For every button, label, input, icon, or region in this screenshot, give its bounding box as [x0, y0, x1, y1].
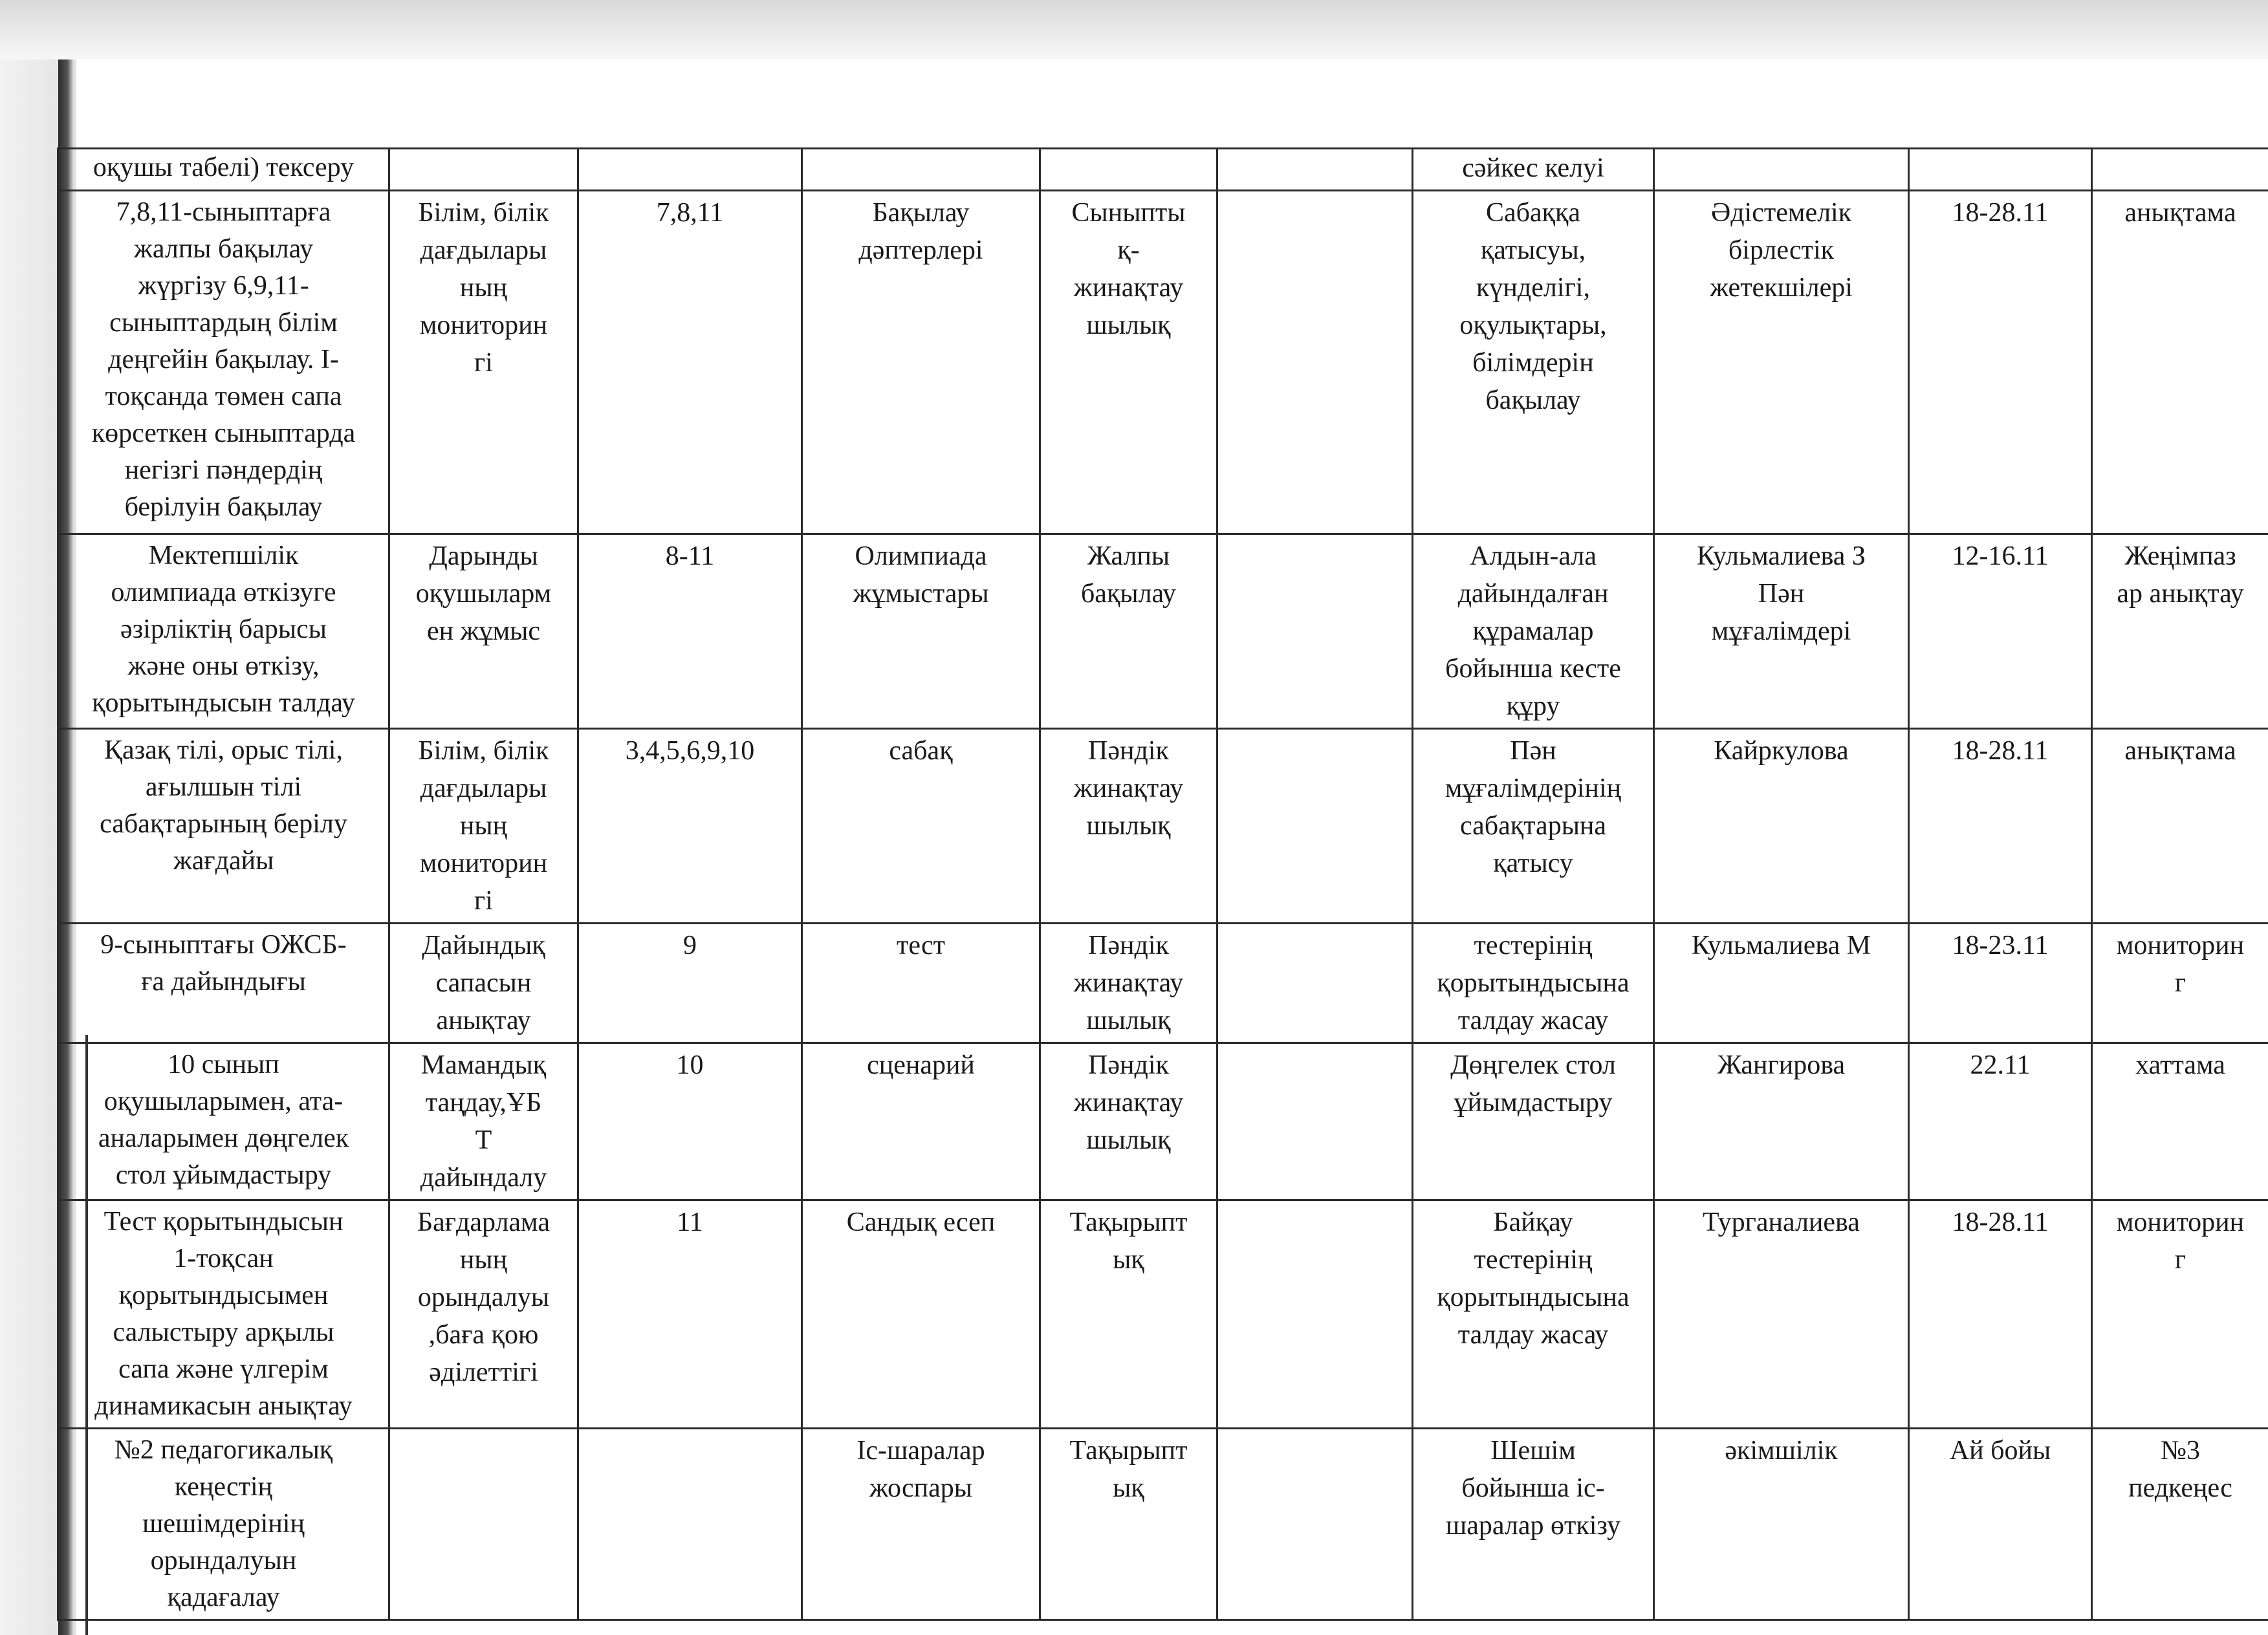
cell-control-type: Сыныпты қ- жинақтау шылық [1040, 191, 1217, 534]
cell-topic: 10 сынып оқушыларымен, ата- аналарымен дөңгелек стол ұйымдастыру [58, 1043, 389, 1200]
cell-blank [1217, 1429, 1413, 1620]
scanner-shadow-top [0, 0, 2268, 60]
cell-classes: 8-11 [578, 534, 802, 729]
cell-result: анықтама [2092, 729, 2268, 924]
cell-result: анықтама [2092, 191, 2268, 534]
cell-topic: оқушы табелі) тексеру [58, 149, 389, 191]
cell-method: тестерінің қорытындысына талдау жасау [1413, 924, 1654, 1043]
cell-topic: №2 педагогикалық кеңестің шешімдерінің орындалуын қадағалау [58, 1429, 389, 1620]
cell-object: сабақ [802, 729, 1040, 924]
cell-method: Байқау тестерінің қорытындысына талдау жасау [1413, 1200, 1654, 1429]
cell-dates: 18-28.11 [1909, 191, 2092, 534]
cell-topic: 9-сыныптағы ОЖСБ- ға дайындығы [58, 924, 389, 1043]
cell-purpose: Білім, білік дағдылары ның мониторин гі [389, 191, 578, 534]
cell-object: Іс-шаралар жоспары [802, 1429, 1040, 1620]
cell-dates: 18-23.11 [1909, 924, 2092, 1043]
cell-purpose [389, 149, 578, 191]
cell-blank [1217, 534, 1413, 729]
table-row [58, 1200, 2268, 1429]
cell-control-type: Пәндік жинақтау шылық [1040, 729, 1217, 924]
cell-purpose: Білім, білік дағдылары ның мониторин гі [389, 729, 578, 924]
cell-purpose: Дарынды оқушыларм ен жұмыс [389, 534, 578, 729]
cell-responsible: Әдістемелік бірлестік жетекшілері [1654, 191, 1909, 534]
cell-responsible: әкімшілік [1654, 1429, 1909, 1620]
cell-method: Сабаққа қатысуы, күнделігі, оқулықтары, білімдерін бақылау [1413, 191, 1654, 534]
cell-classes: 7,8,11 [578, 191, 802, 534]
table-row [58, 1043, 2268, 1200]
cell-classes [578, 1429, 802, 1620]
cell-result: мониторин г [2092, 1200, 2268, 1429]
cell-control-type: Жалпы бақылау [1040, 534, 1217, 729]
cell-dates: 18-28.11 [1909, 1200, 2092, 1429]
table-row [58, 191, 2268, 534]
cell-control-type: Пәндік жинақтау шылық [1040, 1043, 1217, 1200]
cell-method: Дөңгелек стол ұйымдастыру [1413, 1043, 1654, 1200]
cell-object: тест [802, 924, 1040, 1043]
cell-classes: 10 [578, 1043, 802, 1200]
cell-topic: 7,8,11-сыныптарға жалпы бақылау жүргізу 6,9,11- сыныптардың білім деңгейін бақылау. І- тоқсанда төмен сапа көрсеткен сыныптарда негізгі пәндердің берілуін бақылау [58, 191, 389, 534]
cell-responsible: Турганалиева [1654, 1200, 1909, 1429]
table-row [58, 149, 2268, 191]
cell-control-type: Тақырыпт ық [1040, 1429, 1217, 1620]
cell-blank [1217, 1200, 1413, 1429]
cell-responsible: Кульмалиева З Пән мұғалімдері [1654, 534, 1909, 729]
cell-responsible: Кайркулова [1654, 729, 1909, 924]
cell-blank [1217, 191, 1413, 534]
cell-object: сценарий [802, 1043, 1040, 1200]
cell-classes: 9 [578, 924, 802, 1043]
cell-classes: 3,4,5,6,9,10 [578, 729, 802, 924]
table-row [58, 534, 2268, 729]
cell-result: мониторин г [2092, 924, 2268, 1043]
cell-result: Жеңімпаз ар анықтау [2092, 534, 2268, 729]
cell-object: Бақылау дәптерлері [802, 191, 1040, 534]
cell-method: Алдын-ала дайындалған құрамалар бойынша кесте құру [1413, 534, 1654, 729]
cell-classes: 11 [578, 1200, 802, 1429]
cell-purpose: Бағдарлама ның орындалуы ,баға қою әділеттігі [389, 1200, 578, 1429]
cell-dates: Ай бойы [1909, 1429, 2092, 1620]
cell-topic: Қазақ тілі, орыс тілі, ағылшын тілі сабақтарының берілу жағдайы [58, 729, 389, 924]
cell-object: Олимпиада жұмыстары [802, 534, 1040, 729]
cell-blank [1217, 924, 1413, 1043]
cell-control-type: Пәндік жинақтау шылық [1040, 924, 1217, 1043]
table-row [58, 1429, 2268, 1620]
cell-topic: Тест қорытындысын 1-тоқсан қорытындысымен салыстыру арқылы сапа және үлгерім динамикасын анықтау [58, 1200, 389, 1429]
control-plan-table [57, 147, 2268, 1621]
cell-blank [1217, 729, 1413, 924]
cell-blank [1217, 1043, 1413, 1200]
cell-object [802, 149, 1040, 191]
cell-result [2092, 149, 2268, 191]
cell-purpose [389, 1429, 578, 1620]
cell-method: сәйкес келуі [1413, 149, 1654, 191]
cell-purpose: Дайындық сапасын анықтау [389, 924, 578, 1043]
cell-dates [1909, 149, 2092, 191]
cell-topic: Мектепшілік олимпиада өткізуге әзірліктің барысы және оны өткізу, қорытындысын талдау [58, 534, 389, 729]
cell-method: Пән мұғалімдерінің сабақтарына қатысу [1413, 729, 1654, 924]
cell-classes [578, 149, 802, 191]
cell-dates: 12-16.11 [1909, 534, 2092, 729]
cell-control-type [1040, 149, 1217, 191]
cell-result: №3 педкеңес [2092, 1429, 2268, 1620]
cell-dates: 22.11 [1909, 1043, 2092, 1200]
cell-object: Сандық есеп [802, 1200, 1040, 1429]
cell-blank [1217, 149, 1413, 191]
table-row [58, 924, 2268, 1043]
table-row [58, 729, 2268, 924]
cell-control-type: Тақырыпт ық [1040, 1200, 1217, 1429]
cell-dates: 18-28.11 [1909, 729, 2092, 924]
cell-responsible [1654, 149, 1909, 191]
cell-responsible: Жангирова [1654, 1043, 1909, 1200]
cell-method: Шешім бойынша іс- шаралар өткізу [1413, 1429, 1654, 1620]
cell-purpose: Мамандық таңдау,ҰБ Т дайындалу [389, 1043, 578, 1200]
cell-responsible: Кульмалиева М [1654, 924, 1909, 1043]
cell-result: хаттама [2092, 1043, 2268, 1200]
